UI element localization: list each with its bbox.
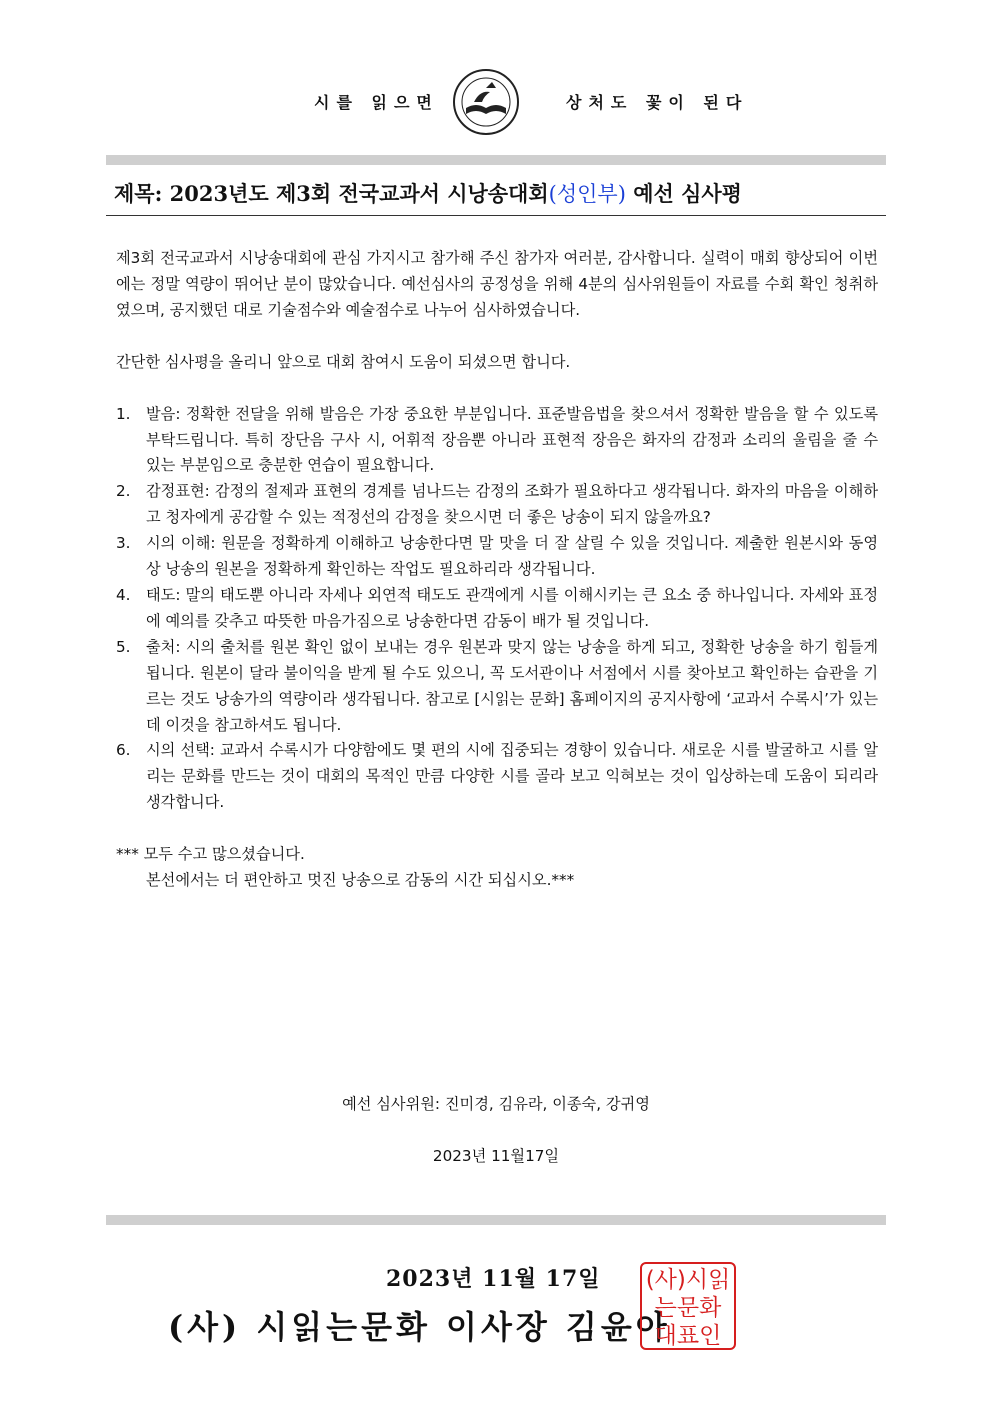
title-prefix: 제목: 2023년도 제3회 전국교과서 시낭송대회 — [114, 181, 549, 206]
list-item: 1. 발음: 정확한 전달을 위해 발음은 가장 중요한 부분입니다. 표준발음법을 찾으셔서 정확한 발음을 할 수 있도록 부탁드립니다. 특히 장단음 구사 시, 어휘적 장음뿐 아니라 표현적 장음은 화자의 감정과 소리의 울림을 줄 수 있는 부분임으로 충분한 연습이 필요합니다. — [116, 404, 878, 475]
top-divider-bar — [106, 155, 886, 165]
review-body — [116, 246, 878, 894]
document-title — [114, 178, 742, 208]
title-suffix: 예선 심사평 — [625, 181, 742, 206]
slogan-right: 상처도 꽃이 된다 — [566, 93, 749, 112]
title-highlight: (성인부) — [548, 182, 626, 206]
intro-paragraph: 제3회 전국교과서 시낭송대회에 관심 가지시고 참가해 주신 참가자 여러분, 감사합니다. 실력이 매회 향상되어 이번에는 정말 역량이 뛰어난 분이 많았습니다. 예선심사의 공정성을 위해 4분의 심사위원들이 자료를 수회 확인 청취하였으며, 공지했던 대로 기술점수와 예술점수로 나누어 심사하였습니다. — [116, 249, 878, 319]
slogan-header — [0, 68, 992, 138]
closing-line-2: 본선에서는 더 편안하고 멋진 낭송으로 감동의 시간 되십시오.*** — [146, 871, 575, 890]
list-item: 6. 시의 선택: 교과서 수록시가 다양함에도 몇 편의 시에 집중되는 경향이 있습니다. 새로운 시를 발굴하고 시를 알리는 문화를 만드는 것이 대회의 목적인 만큼 다양한 시를 골라 보고 익혀보는 것이 입상하는데 도움이 되리라 생각합니다. — [116, 741, 878, 812]
list-item: 2. 감정표현: 감정의 절제과 표현의 경계를 넘나드는 감정의 조화가 필요하다고 생각됩니다. 화자의 마음을 이해하고 청자에게 공감할 수 있는 적정선의 감정을 찾으시면 더 좋은 낭송이 되지 않을까요? — [116, 482, 878, 527]
chairperson-signature: (사) 시읽는문화 이사장 김윤아 — [168, 1308, 671, 1346]
judges-list: 예선 심사위원: 진미경, 김유라, 이종숙, 강귀영 — [342, 1095, 650, 1113]
book-circle-seal-logo-icon — [452, 68, 520, 136]
official-seal-stamp: (사)시읽 는문화 대표인 — [640, 1262, 736, 1350]
footer-date: 2023년 11월 17일 — [386, 1266, 601, 1292]
intro-paragraph-2: 간단한 심사평을 올리니 앞으로 대회 참여시 도움이 되셨으면 합니다. — [116, 352, 571, 371]
review-date: 2023년 11월17일 — [432, 1147, 560, 1165]
closing-line-1: *** 모두 수고 많으셨습니다. — [116, 845, 305, 864]
list-item: 3. 시의 이해: 원문을 정확하게 이해하고 낭송한다면 말 맛을 더 잘 살릴 수 있을 것입니다. 제출한 원본시와 동영상 낭송의 원본을 정확하게 확인하는 작업도 필요하리라 생각됩니다. — [116, 534, 878, 579]
list-item: 5. 출처: 시의 출처를 원본 확인 없이 보내는 경우 원본과 맞지 않는 낭송을 하게 되고, 정확한 낭송을 하기 힘들게 됩니다. 원본이 달라 불이익을 받게 될 수도 있으니, 꼭 도서관이나 서점에서 시를 찾아보고 확인하는 습관을 기르는 것도 낭송가의 역량이라 생각됩니다. 참고로 [시읽는 문화] 홈페이지의 공지사항에 ‘교과서 수록시’가 있는데 이것을 참고하셔도 됩니다. — [116, 637, 878, 734]
bottom-divider-bar — [106, 1215, 886, 1225]
review-items-list — [116, 402, 878, 817]
slogan-left: 시를 읽으면 — [314, 93, 439, 112]
list-item: 4. 태도: 말의 태도뿐 아니라 자세나 외연적 태도도 관객에게 시를 이해시키는 큰 요소 중 하나입니다. 자세와 표정에 예의를 갖추고 따뜻한 마음가짐으로 낭송한다면 감동이 배가 될 것입니다. — [116, 585, 878, 630]
title-underline — [106, 215, 886, 216]
